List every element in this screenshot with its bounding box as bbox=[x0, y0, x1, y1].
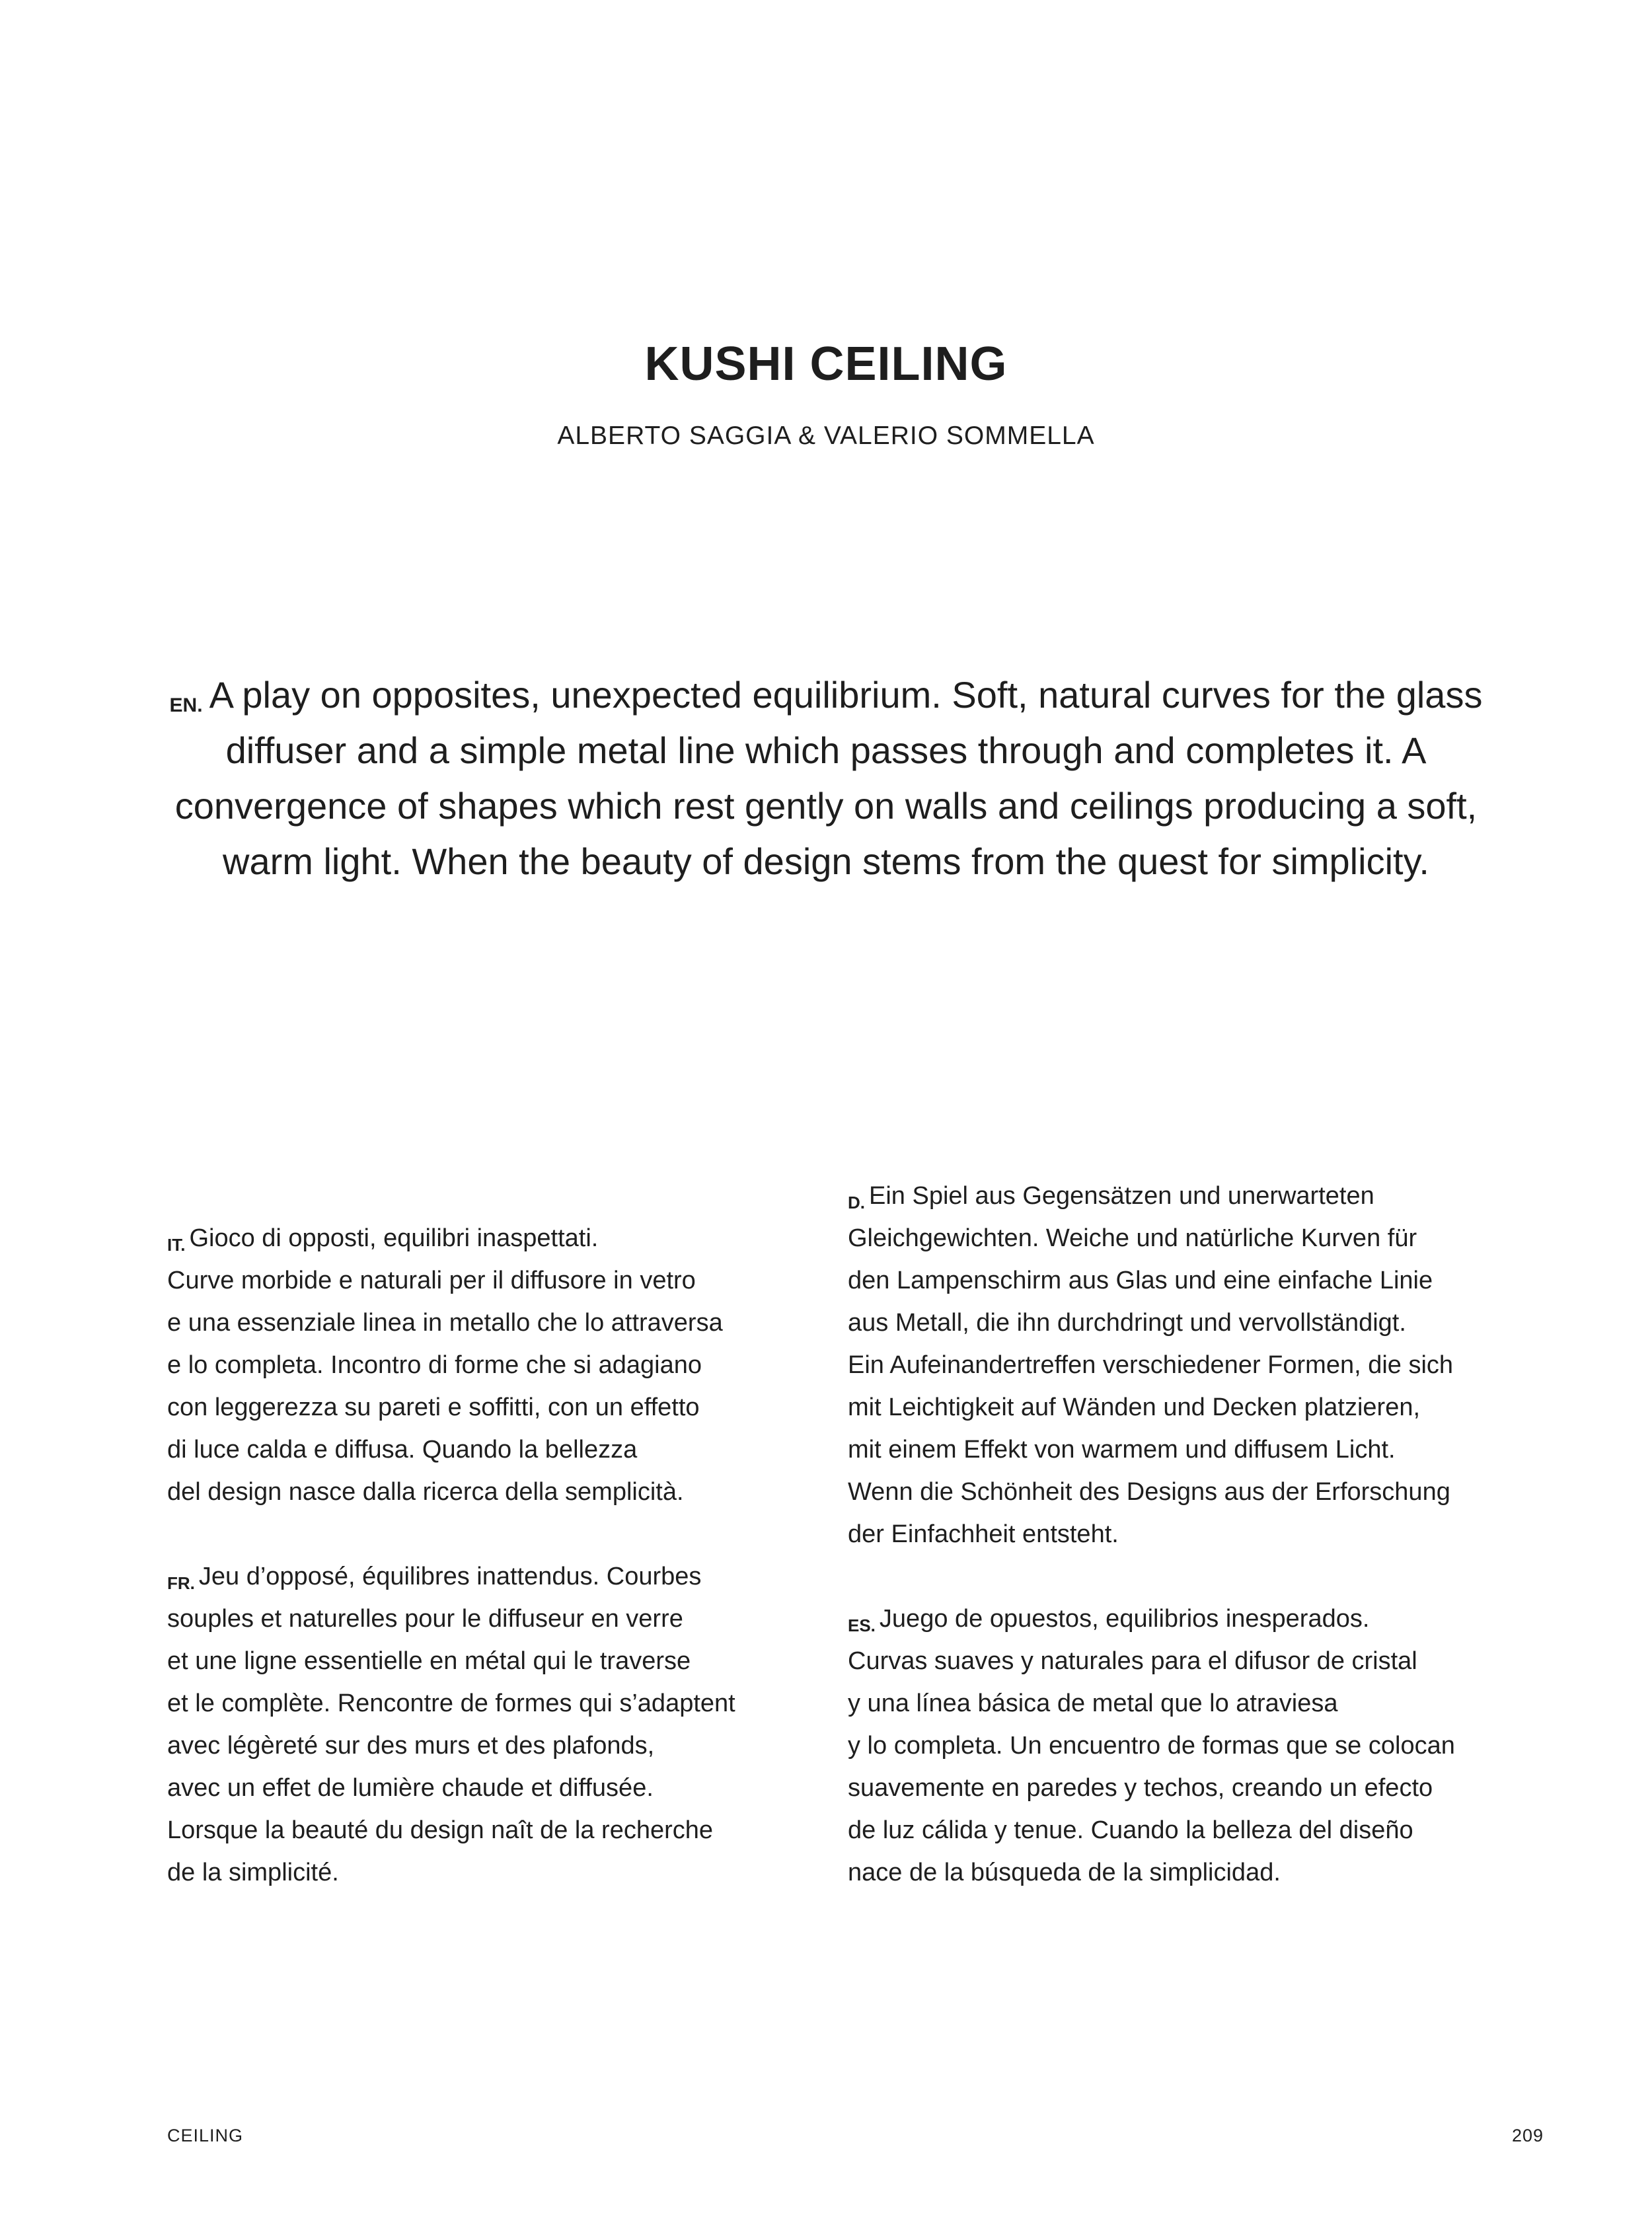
text-line: de luz cálida y tenue. Cuando la belleza del diseño bbox=[848, 1816, 1413, 1844]
footer-section-label: CEILING bbox=[167, 2126, 244, 2145]
text-line: Curve morbide e naturali per il diffusore in vetro bbox=[167, 1267, 696, 1294]
text-line: nace de la búsqueda de la simplicidad. bbox=[848, 1859, 1281, 1886]
text-line: suavemente en paredes y techos, creando un efecto bbox=[848, 1774, 1433, 1802]
text-line: di luce calda e diffusa. Quando la bellezza bbox=[167, 1436, 638, 1464]
designers-credit: ALBERTO SAGGIA & VALERIO SOMMELLA bbox=[557, 422, 1095, 450]
text-line: y lo completa. Un encuentro de formas que se colocan bbox=[848, 1732, 1455, 1760]
text-line: Lorsque la beauté du design naît de la recherche bbox=[167, 1816, 714, 1844]
text-line: de la simplicité. bbox=[167, 1859, 339, 1886]
lead-paragraph-en bbox=[165, 667, 1487, 889]
paragraph-de bbox=[848, 1175, 1509, 1555]
lang-tag-it: IT. bbox=[167, 1235, 186, 1255]
text-line: avec un effet de lumière chaude et diffusée. bbox=[167, 1774, 654, 1802]
text-line: Gleichgewichten. Weiche und natürliche Kurven für bbox=[848, 1224, 1417, 1252]
paragraph-es bbox=[848, 1598, 1509, 1894]
text-line: mit einem Effekt von warmem und diffusem Licht. bbox=[848, 1436, 1396, 1464]
text-line: et une ligne essentielle en métal qui le traverse bbox=[167, 1647, 691, 1675]
text-line: mit Leichtigkeit auf Wänden und Decken platzieren, bbox=[848, 1394, 1421, 1421]
text-line: $^{IT.}$ Gioco di opposti, equilibri inaspettati. bbox=[167, 1224, 599, 1255]
text-line: souples et naturelles pour le diffuseur en verre bbox=[167, 1605, 683, 1633]
text-line: con leggerezza su pareti e soffitti, con un effetto bbox=[167, 1394, 700, 1421]
lang-tag-es: ES. bbox=[848, 1616, 876, 1635]
product-title: KUSHI CEILING bbox=[644, 338, 1008, 390]
text-line: Curvas suaves y naturales para el difusor de cristal bbox=[848, 1647, 1417, 1675]
right-text-column bbox=[848, 1175, 1509, 1894]
text-line: e una essenziale linea in metallo che lo attraversa bbox=[167, 1309, 723, 1337]
text-line: der Einfachheit entsteht. bbox=[848, 1520, 1119, 1548]
text-line: avec légèreté sur des murs et des plafonds, bbox=[167, 1732, 655, 1760]
text-line: $^{FR.}$ Jeu d’opposé, équilibres inattendus. Courbes bbox=[167, 1563, 702, 1593]
lead-text-en: A play on opposites, unexpected equilibrium. Soft, natural curves for the glass diffuser and a simple metal line which passes through and completes it. A convergence of shapes which rest gently on walls and ceilings producing a soft, warm light. When the beauty of design stems from the quest for simplicity. bbox=[174, 674, 1483, 882]
text-line: $^{ES.}$ Juego de opuestos, equilibrios inesperados. bbox=[848, 1605, 1370, 1635]
text-line: e lo completa. Incontro di forme che si adagiano bbox=[167, 1351, 702, 1379]
text-line: del design nasce dalla ricerca della semplicità. bbox=[167, 1478, 684, 1506]
text-line: Ein Aufeinandertreffen verschiedener Formen, die sich bbox=[848, 1351, 1454, 1379]
text-line: den Lampenschirm aus Glas und eine einfache Linie bbox=[848, 1267, 1433, 1294]
text-line: y una línea básica de metal que lo atraviesa bbox=[848, 1690, 1338, 1717]
paragraph-fr bbox=[167, 1555, 828, 1894]
lang-tag-fr: FR. bbox=[167, 1573, 195, 1593]
paragraph-it bbox=[167, 1217, 828, 1513]
left-text-column bbox=[167, 1217, 828, 1894]
page-number: 209 bbox=[1511, 2126, 1544, 2145]
text-line: $^{D.}$ Ein Spiel aus Gegensätzen und unerwarteten bbox=[848, 1182, 1374, 1212]
text-line: Wenn die Schönheit des Designs aus der Erforschung bbox=[848, 1478, 1450, 1506]
text-line: et le complète. Rencontre de formes qui s’adaptent bbox=[167, 1690, 735, 1717]
lang-tag-en: EN. bbox=[169, 694, 203, 716]
lang-tag-de: D. bbox=[848, 1193, 865, 1212]
text-line: aus Metall, die ihn durchdringt und vervollständigt. bbox=[848, 1309, 1406, 1337]
